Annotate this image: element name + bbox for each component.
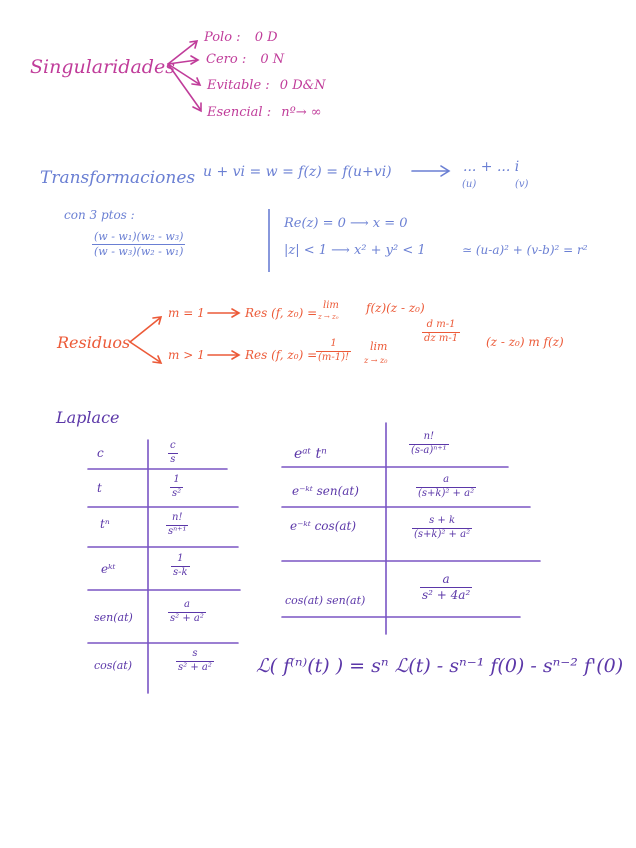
residuo-m2-lim: lim: [370, 340, 388, 353]
transform-numerator: n!: [423, 431, 435, 442]
laplace-left-f-0: c: [97, 446, 104, 460]
cero-label: Cero: [206, 52, 238, 67]
laplace-derivative-formula: ℒ( f⁽ⁿ⁾(t) ) = sⁿ ℒ(t) - sⁿ⁻¹ f(0) - sⁿ⁻² f'(0): [256, 655, 624, 677]
derivative-numerator: d m-1: [426, 319, 456, 330]
evitable-label: Evitable: [207, 78, 262, 93]
laplace-right-F-2: [412, 516, 472, 540]
laplace-left-F-1: [170, 475, 183, 499]
coefficient-numerator: 1: [330, 338, 337, 349]
transformacion-sub-u: (u): [462, 179, 477, 190]
laplace-left-F-4: [168, 600, 206, 624]
transform-denominator: s²: [172, 487, 182, 499]
laplace-left-f-4: sen(at): [94, 611, 133, 624]
singularidad-cero: Cero : 0 N: [206, 52, 285, 67]
residuo-m1-lim-sub: z → z₀: [318, 313, 339, 321]
laplace-right-F-3: [420, 573, 472, 601]
laplace-left-F-5: [176, 649, 214, 673]
transform-numerator: 1: [173, 474, 180, 485]
residuo-m2-condition: m > 1: [168, 348, 205, 362]
singularidad-esencial: Esencial : nº→ ∞: [207, 105, 322, 120]
cross-ratio-numerator: (w - w₁)(w₂ - w₃): [94, 230, 184, 243]
laplace-right-f-0: eᵃᵗ tⁿ: [294, 446, 327, 462]
residuo-m1-expression: f(z)(z - z₀): [366, 301, 425, 315]
transformacion-formula: u + vi = w = f(z) = f(u+vi): [203, 164, 392, 180]
laplace-right-f-1: e⁻ᵏᵗ sen(at): [292, 484, 359, 498]
transform-numerator: c: [170, 440, 176, 451]
esencial-value: nº→ ∞: [281, 105, 322, 120]
laplace-right-f-2: e⁻ᵏᵗ cos(at): [290, 519, 357, 533]
transform-denominator: (s-a)ⁿ⁺¹: [411, 444, 447, 456]
residuo-m2-res: Res (f, z₀) =: [245, 348, 318, 362]
evitable-value: 0 D&N: [279, 78, 326, 93]
transform-numerator: a: [442, 572, 450, 586]
esencial-label: Esencial: [207, 105, 263, 120]
laplace-left-F-3: [171, 554, 190, 578]
transform-numerator: 1: [177, 553, 184, 564]
transform-numerator: s + k: [429, 515, 456, 526]
laplace-right-f-3: cos(at) sen(at): [285, 594, 366, 607]
singularidad-polo: Polo : 0 D: [204, 30, 278, 45]
transform-denominator: s² + a²: [178, 661, 212, 673]
transform-numerator: a: [183, 599, 190, 610]
transform-line-circle: ≃ (u-a)² + (v-b)² = r²: [462, 243, 588, 257]
cero-value: 0 N: [260, 52, 285, 67]
transformacion-result: ... + ... i: [463, 159, 520, 175]
transform-line-re: Re(z) = 0 ⟶ x = 0: [284, 216, 408, 231]
transform-denominator: s-k: [173, 566, 188, 578]
laplace-right-F-0: [409, 432, 449, 456]
laplace-right-F-1: [416, 475, 476, 499]
derivative-denominator: dz m-1: [424, 332, 459, 344]
transform-numerator: a: [443, 474, 450, 485]
transform-numerator: s: [192, 648, 198, 659]
laplace-left-F-0: [168, 441, 178, 465]
transform-numerator: n!: [172, 512, 183, 523]
singularidades-title: Singularidades: [30, 56, 175, 78]
coefficient-denominator: (m-1)!: [318, 351, 350, 363]
singularidad-evitable: Evitable : 0 D&N: [207, 78, 326, 93]
transform-denominator: (s+k)² + a²: [414, 528, 471, 540]
residuo-m1-lim: lim: [323, 300, 339, 311]
residuo-m2-lim-sub: z → z₀: [364, 356, 388, 365]
residuos-title: Residuos: [57, 333, 131, 352]
polo-value: 0 D: [254, 30, 278, 45]
transform-denominator: s² + 4a²: [422, 587, 471, 602]
residuo-m1-condition: m = 1: [168, 306, 205, 320]
laplace-title: Laplace: [56, 408, 120, 427]
laplace-left-F-2: [166, 513, 188, 537]
polo-label: Polo: [204, 30, 233, 45]
cross-ratio-denominator: (w - w₃)(w₂ - w₁): [94, 244, 184, 258]
transform-line-disk: |z| < 1 ⟶ x² + y² < 1: [284, 243, 426, 258]
residuo-m2-expression: (z - z₀) m f(z): [486, 335, 564, 349]
transformacion-sub-v: (v): [515, 179, 529, 190]
laplace-left-f-1: t: [97, 481, 102, 495]
laplace-left-f-5: cos(at): [94, 659, 132, 672]
transform-denominator: s² + a²: [170, 612, 204, 624]
transformaciones-title: Transformaciones: [40, 168, 196, 188]
laplace-left-f-3: eᵏᵗ: [101, 562, 116, 576]
con-3-puntos-label: con 3 ptos :: [64, 208, 135, 222]
transform-denominator: sⁿ⁺¹: [168, 525, 187, 537]
residuo-m1-res: Res (f, z₀) =: [245, 306, 318, 320]
transform-denominator: (s+k)² + a²: [418, 487, 475, 499]
transform-denominator: s: [170, 453, 176, 465]
laplace-left-f-2: tⁿ: [100, 517, 110, 531]
